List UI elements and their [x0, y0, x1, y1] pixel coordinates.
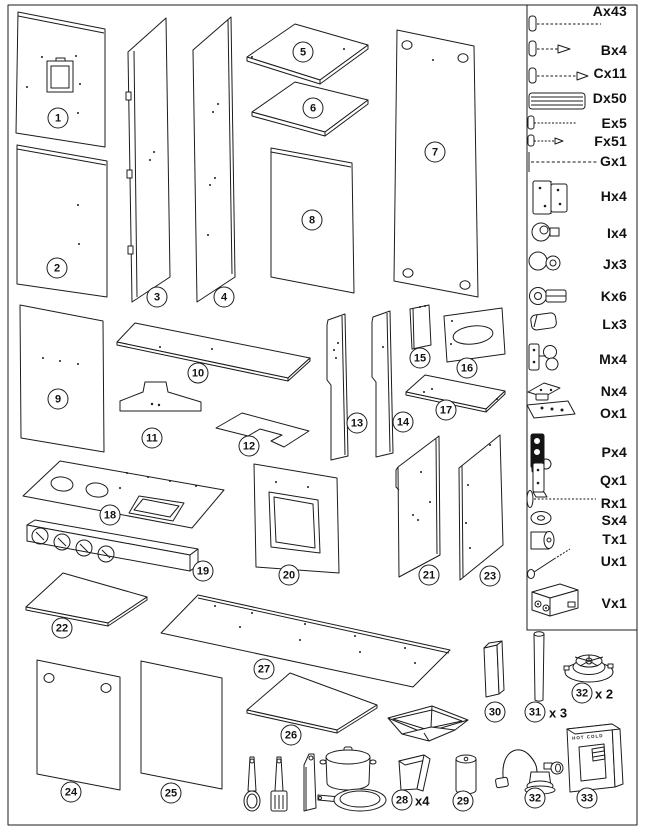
- part-24-door: [37, 660, 120, 790]
- part-12-badge: 12: [239, 436, 260, 457]
- sound-box-icon: [532, 584, 578, 616]
- part-12-notched-rail: [216, 413, 309, 447]
- part-29-badge: 29: [453, 791, 474, 812]
- screw-small-icon: [528, 135, 563, 146]
- part-3-side-panel: [126, 18, 170, 302]
- part-8-badge: 8: [302, 210, 323, 231]
- part-1-badge: 1: [48, 108, 69, 129]
- part-29-cylinder: [456, 755, 476, 794]
- part-14-badge: 14: [393, 412, 414, 433]
- clip-icon: [530, 312, 557, 330]
- part-31-badge: 31: [525, 702, 546, 723]
- screw-long-icon: [529, 16, 601, 31]
- part-32-burner: [564, 655, 613, 682]
- legend-label-b: Bx4: [600, 42, 627, 58]
- part-5-badge: 5: [293, 42, 314, 63]
- part-9-badge: 9: [48, 389, 69, 410]
- part-32-burner-badge: 32: [572, 683, 593, 704]
- legend-label-h: Hx4: [600, 188, 627, 204]
- part-3-badge: 3: [147, 287, 168, 308]
- part-20-badge: 20: [279, 565, 300, 586]
- part-21-panel: [396, 436, 440, 577]
- part-6-badge: 6: [303, 98, 324, 119]
- part-28-qty: x4: [415, 793, 430, 809]
- part-27-long-panel: [161, 595, 450, 687]
- knife: [304, 754, 316, 811]
- legend-label-c: Cx11: [593, 65, 627, 81]
- legend-label-i: Ix4: [606, 225, 627, 241]
- legend-label-v: Vx1: [601, 595, 627, 611]
- legend-label-p: Px4: [601, 444, 627, 460]
- pot: [320, 747, 376, 790]
- part-13-badge: 13: [347, 413, 368, 434]
- part-32-faucet: [495, 750, 563, 794]
- part-26-badge: 26: [281, 725, 302, 746]
- part-16-badge: 16: [457, 358, 478, 379]
- part-19-control-panel: [27, 520, 198, 571]
- spoon: [244, 757, 260, 811]
- part-33-badge: 33: [577, 788, 598, 809]
- part-28-wedge-foot: [399, 755, 430, 791]
- hinge-icon: [533, 181, 567, 214]
- door-hinge-icon: [529, 344, 558, 370]
- screw-short-icon: [529, 41, 570, 56]
- legend-label-e: Ex5: [601, 115, 627, 131]
- spacer-icon: [531, 532, 554, 550]
- part-30-post: [484, 641, 504, 697]
- part-28-badge: 28: [392, 790, 413, 811]
- legend-label-l: Lx3: [602, 316, 627, 332]
- part-20-oven-door: [254, 464, 339, 573]
- legend-label-a: Ax43: [592, 3, 627, 19]
- legend-label-f: Fx51: [594, 133, 627, 149]
- legend-label-k: Kx6: [600, 288, 627, 304]
- legend-label-d: Dx50: [592, 90, 627, 106]
- part-23-panel: [459, 435, 503, 580]
- part-22-badge: 22: [52, 618, 73, 639]
- screw-coarse-icon: [529, 152, 597, 172]
- part-17-badge: 17: [436, 400, 457, 421]
- brush: [271, 757, 287, 811]
- legend-label-m: Mx4: [599, 351, 627, 367]
- part-25-badge: 25: [161, 783, 182, 804]
- eye-bolt-icon: [528, 549, 571, 579]
- part-19-badge: 19: [193, 561, 214, 582]
- part-30-badge: 30: [485, 702, 506, 723]
- legend-label-q: Qx1: [599, 472, 627, 488]
- part-22-shelf: [26, 573, 147, 626]
- legend-label-n: Nx4: [600, 383, 627, 399]
- legend-label-t: Tx1: [602, 531, 627, 547]
- part-9-panel: [20, 305, 104, 452]
- part-10-badge: 10: [188, 363, 209, 384]
- part-31-qty: x 3: [549, 705, 568, 721]
- part-15-small-panel: [410, 305, 431, 349]
- legend-label-g: Gx1: [599, 153, 627, 169]
- part-7-back-panel: [394, 30, 478, 297]
- bracket-icon: [528, 383, 560, 400]
- legend-label-j: Jx3: [603, 256, 627, 272]
- cam-bolt-icon: [530, 288, 567, 305]
- angle-bracket-icon: [533, 463, 547, 497]
- dispenser-text: HOT COLD: [571, 733, 604, 741]
- part-31-rod: [534, 632, 544, 701]
- part-25-door: [141, 661, 222, 789]
- part-18-badge: 18: [100, 505, 121, 526]
- dowel-icon: [529, 93, 585, 109]
- flat-plate-icon: [527, 401, 575, 418]
- part-23-badge: 23: [480, 566, 501, 587]
- part-13-stile: [327, 314, 348, 460]
- legend-label-u: Ux1: [600, 553, 627, 569]
- part-21-badge: 21: [419, 565, 440, 586]
- part-10-long-shelf: [117, 323, 310, 381]
- part-4-side-panel: [193, 17, 235, 302]
- part-2-badge: 2: [47, 258, 68, 279]
- washer-icon: [531, 512, 551, 525]
- screw-medium-icon: [529, 68, 588, 83]
- part-15-badge: 15: [410, 348, 431, 369]
- sink-basin: [388, 706, 468, 741]
- legend-label-r: Rx1: [600, 495, 627, 511]
- part-32-burner-qty: x 2: [595, 686, 614, 702]
- part-26-shelf: [247, 673, 377, 733]
- part-27-badge: 27: [254, 659, 275, 680]
- roller-icon: [529, 252, 560, 270]
- part-11-badge: 11: [142, 428, 163, 449]
- part-32-faucet-badge: 32: [525, 788, 546, 809]
- part-14-stile: [372, 311, 393, 457]
- cam-lock-icon: [532, 223, 559, 241]
- legend-label-o: Ox1: [599, 405, 627, 421]
- part-18-countertop: [23, 461, 224, 528]
- bolt-icon: [528, 116, 577, 129]
- part-24-badge: 24: [61, 782, 82, 803]
- frying-pan: [318, 789, 386, 811]
- part-4-badge: 4: [214, 287, 235, 308]
- part-16-oval-panel: [444, 308, 505, 362]
- legend-label-s: Sx4: [601, 512, 627, 528]
- part-7-badge: 7: [425, 142, 446, 163]
- part-11-valance: [120, 382, 201, 411]
